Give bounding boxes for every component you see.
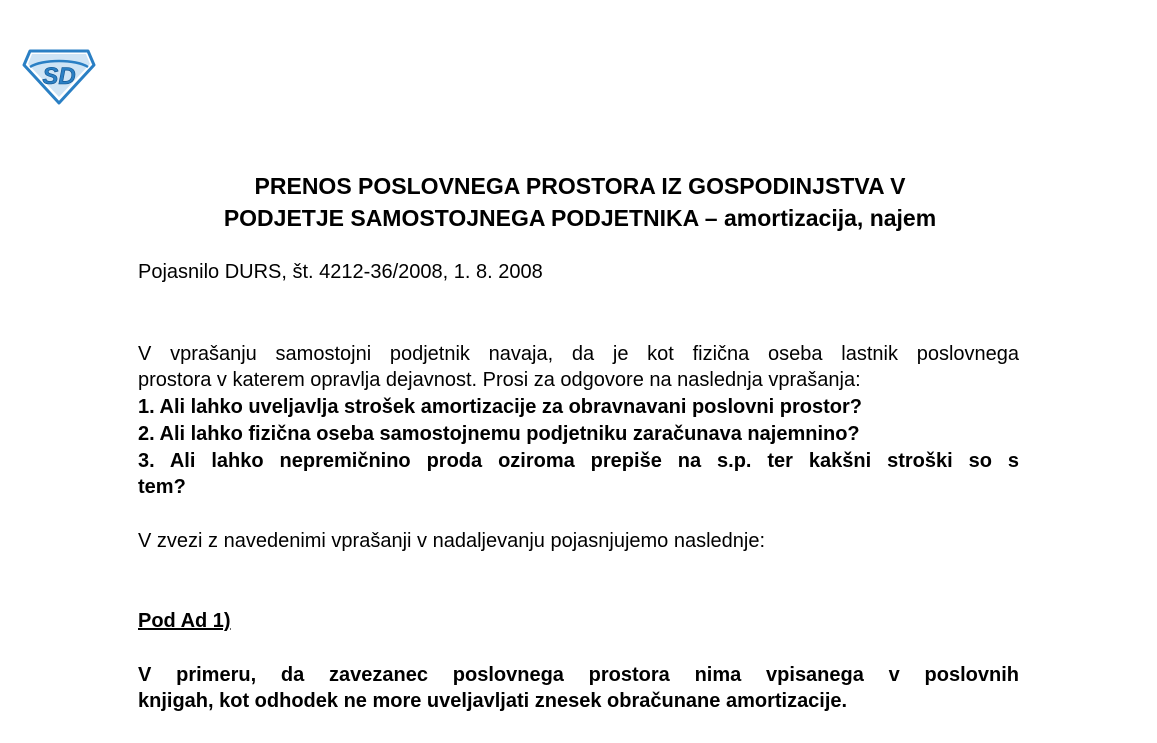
section-heading-ad1: Pod Ad 1) (138, 610, 231, 632)
ad1-paragraph-line-2: knjigah, kot odhodek ne more uveljavljati znesek obračunane amortizacije. (138, 690, 848, 712)
explanation-intro: V zvezi z navedenimi vprašanji v nadaljevanju pojasnjujemo naslednje: (138, 530, 766, 552)
reference-line: Pojasnilo DURS, št. 4212-36/2008, 1. 8. 2008 (138, 261, 543, 283)
document-title-line-1: PRENOS POSLOVNEGA PROSTORA IZ GOSPODINJSTVA V (254, 173, 906, 199)
question-3-line-1: 3. Ali lahko nepremičnino proda oziroma prepiše na s.p. ter kakšni stroški so s (138, 450, 1019, 472)
question-2: 2. Ali lahko fizična oseba samostojnemu podjetniku zaračunava najemnino? (138, 423, 860, 445)
sd-shield-logo-icon (22, 47, 96, 105)
svg-text:SD: SD (42, 63, 76, 90)
question-3-line-2: tem? (138, 476, 186, 498)
question-1: 1. Ali lahko uveljavlja strošek amortizacije za obravnavani poslovni prostor? (138, 396, 862, 418)
document-title-line-2: PODJETJE SAMOSTOJNEGA PODJETNIKA – amortizacija, najem (223, 205, 937, 231)
intro-line-2: prostora v katerem opravlja dejavnost. Prosi za odgovore na naslednja vprašanja: (138, 369, 861, 391)
intro-line-1: V vprašanju samostojni podjetnik navaja, da je kot fizična oseba lastnik poslovnega (138, 343, 1019, 365)
ad1-paragraph-line-1: V primeru, da zavezanec poslovnega prostora nima vpisanega v poslovnih (138, 664, 1019, 686)
